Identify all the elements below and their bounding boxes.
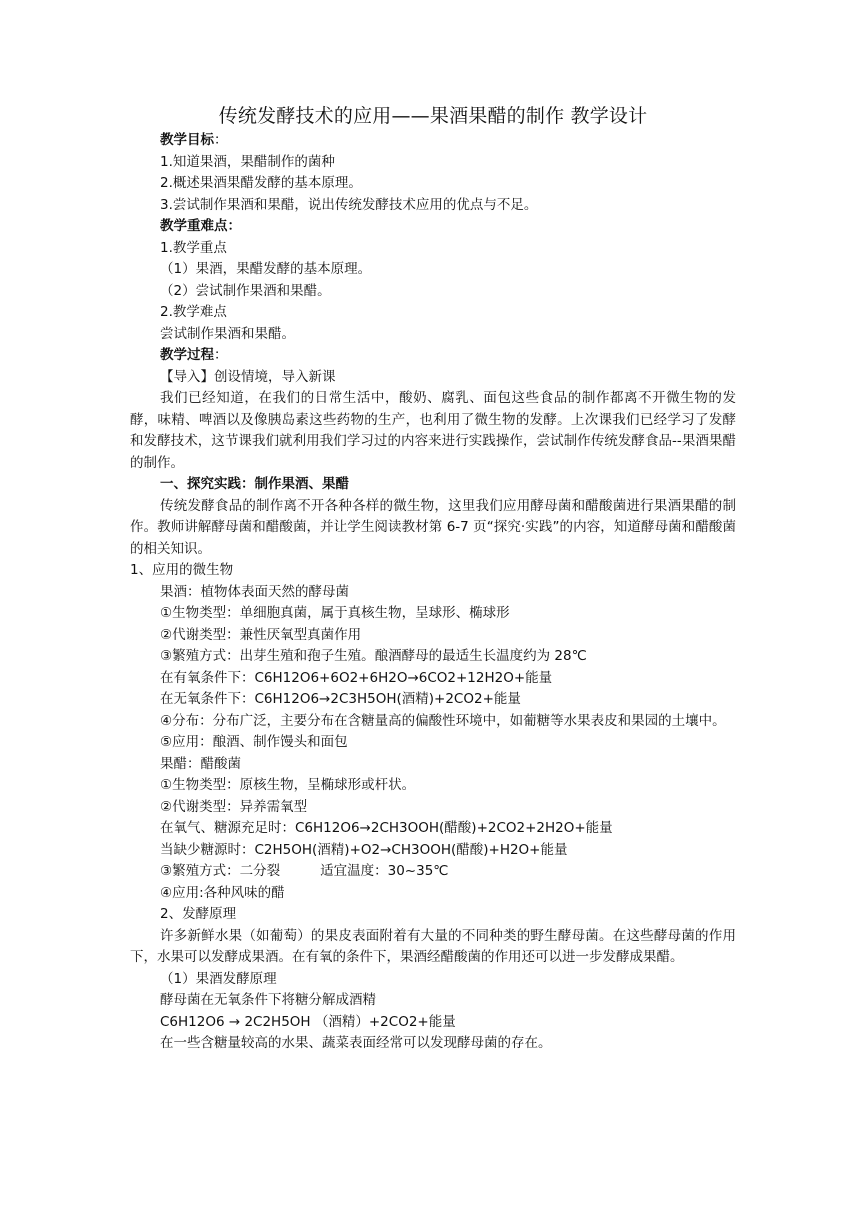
line-text: ③繁殖方式：出芽生殖和孢子生殖。酿酒酵母的最适生长温度约为 28℃ (160, 648, 587, 664)
line-text: （2）尝试制作果酒和果醋。 (160, 282, 331, 299)
text-line (130, 216, 736, 238)
text-line (130, 152, 736, 174)
text-line (130, 625, 736, 647)
line-text: ①生物类型：单细胞真菌，属于真核生物，呈球形、椭球形 (160, 605, 510, 621)
heading-colon: ： (214, 132, 228, 148)
line-text: 果酒：植物体表面天然的酵母菌 (160, 583, 349, 600)
text-line (130, 689, 736, 711)
line-text: 2.教学难点 (160, 304, 227, 320)
line-text: 果醋：醋酸菌 (160, 755, 241, 772)
section-heading: 教学重难点： (160, 218, 241, 234)
paragraph-text: 许多新鲜水果（如葡萄）的果皮表面附着有大量的不同种类的野生酵母菌。在这些酵母菌的作用下，水果可以发酵成果酒。在有氧的条件下，果酒经醋酸菌的作用还可以进一步发酵成果醋。 (130, 927, 736, 965)
line-text: 3.尝试制作果酒和果醋，说出传统发酵技术应用的优点与不足。 (160, 196, 538, 213)
text-line (130, 904, 736, 926)
text-line (130, 797, 736, 819)
text-line (130, 560, 736, 582)
text-line (130, 496, 736, 561)
text-line (130, 646, 736, 668)
text-line (130, 603, 736, 625)
document-body (130, 104, 736, 1055)
text-line (130, 259, 736, 281)
line-text: 【导入】创设情境，导入新课 (160, 368, 336, 385)
text-line (130, 238, 736, 260)
line-text: 2、发酵原理 (160, 906, 237, 922)
line-text: 在一些含糖量较高的水果、蔬菜表面经常可以发现酵母菌的存在。 (160, 1035, 552, 1051)
text-line (130, 582, 736, 604)
line-text: （1）果酒，果醋发酵的基本原理。 (160, 261, 372, 277)
line-text: 在无氧条件下：C6H12O6→2C3H5OH(酒精)+2CO2+能量 (160, 691, 521, 707)
text-line (130, 775, 736, 797)
text-line (130, 474, 736, 496)
line-text: C6H12O6 → 2C2H5OH （酒精）+2CO2+能量 (160, 1013, 456, 1030)
line-text: 2.概述果酒果醋发酵的基本原理。 (160, 175, 362, 191)
line-text: 当缺少糖源时：C2H5OH(酒精)+O2→CH3OOH(醋酸)+H2O+能量 (160, 841, 568, 858)
text-line (130, 302, 736, 324)
line-text: ②代谢类型：异养需氧型 (160, 798, 308, 815)
line-text: ③繁殖方式：二分裂 (160, 863, 281, 879)
text-line (130, 195, 736, 217)
section-heading: 一、探究实践：制作果酒、果醋 (160, 476, 349, 492)
line-text: ①生物类型：原核生物，呈椭球形或杆状。 (160, 777, 416, 793)
document-lines (130, 130, 736, 1055)
line-text: 在氧气、糖源充足时：C6H12O6→2CH3OOH(醋酸)+2CO2+2H2O+能量 (160, 820, 613, 836)
section-heading: 教学过程 (160, 347, 214, 363)
text-line (130, 324, 736, 346)
paragraph-text: ④分布：分布广泛，主要分布在含糖量高的偏酸性环境中，如葡糖等水果表皮和果园的土壤中。 (160, 712, 726, 729)
line-text: ②代谢类型：兼性厌氧型真菌作用 (160, 626, 362, 643)
line-text-secondary: 适宜温度：30~35℃ (320, 863, 449, 879)
text-line (130, 754, 736, 776)
text-line (130, 130, 736, 152)
line-text: 在有氧条件下：C6H12O6+6O2+6H2O→6CO2+12H2O+能量 (160, 669, 553, 686)
paragraph-text: 传统发酵食品的制作离不开各种各样的微生物，这里我们应用酵母菌和醋酸菌进行果酒果醋的制作。教师讲解酵母菌和醋酸菌，并让学生阅读教材第 6-7 页“探究·实践”的内容，知道酵母菌和醋酸菌的相关知识。 (130, 497, 736, 557)
line-text: 1、应用的微生物 (130, 562, 234, 578)
line-text: ④应用:各种风味的醋 (160, 884, 285, 901)
text-line (130, 668, 736, 690)
text-line (130, 388, 736, 474)
text-line (130, 732, 736, 754)
text-line (130, 969, 736, 991)
text-line (130, 1033, 736, 1055)
line-text: 1.教学重点 (160, 239, 227, 256)
text-line (130, 926, 736, 969)
line-text: （1）果酒发酵原理 (160, 970, 277, 987)
line-text: 酵母菌在无氧条件下将糖分解成酒精 (160, 992, 376, 1008)
line-text: ⑤应用：酿酒、制作馒头和面包 (160, 734, 348, 750)
heading-colon: ： (214, 347, 228, 363)
text-line (130, 1012, 736, 1034)
text-line (130, 173, 736, 195)
line-text: 1.知道果酒，果醋制作的菌种 (160, 153, 335, 170)
text-line (130, 861, 736, 883)
text-line (130, 345, 736, 367)
paragraph-text: 我们已经知道，在我们的日常生活中，酸奶、腐乳、面包这些食品的制作都离不开微生物的发酵，味精、啤酒以及像胰岛素这些药物的生产，也利用了微生物的发酵。上次课我们已经学习了发酵和发酵技术，这节课我们就利用我们学习过的内容来进行实践操作，尝试制作传统发酵食品--果酒果醋的制作。 (130, 390, 736, 471)
text-line (130, 818, 736, 840)
section-heading: 教学目标 (160, 132, 214, 148)
line-text: 尝试制作果酒和果醋。 (160, 325, 295, 342)
text-line (130, 711, 736, 733)
document-title: 传统发酵技术的应用——果酒果醋的制作 教学设计 (218, 105, 648, 127)
text-line (130, 840, 736, 862)
text-line (130, 883, 736, 905)
text-line (130, 990, 736, 1012)
text-line (130, 281, 736, 303)
text-line (130, 367, 736, 389)
